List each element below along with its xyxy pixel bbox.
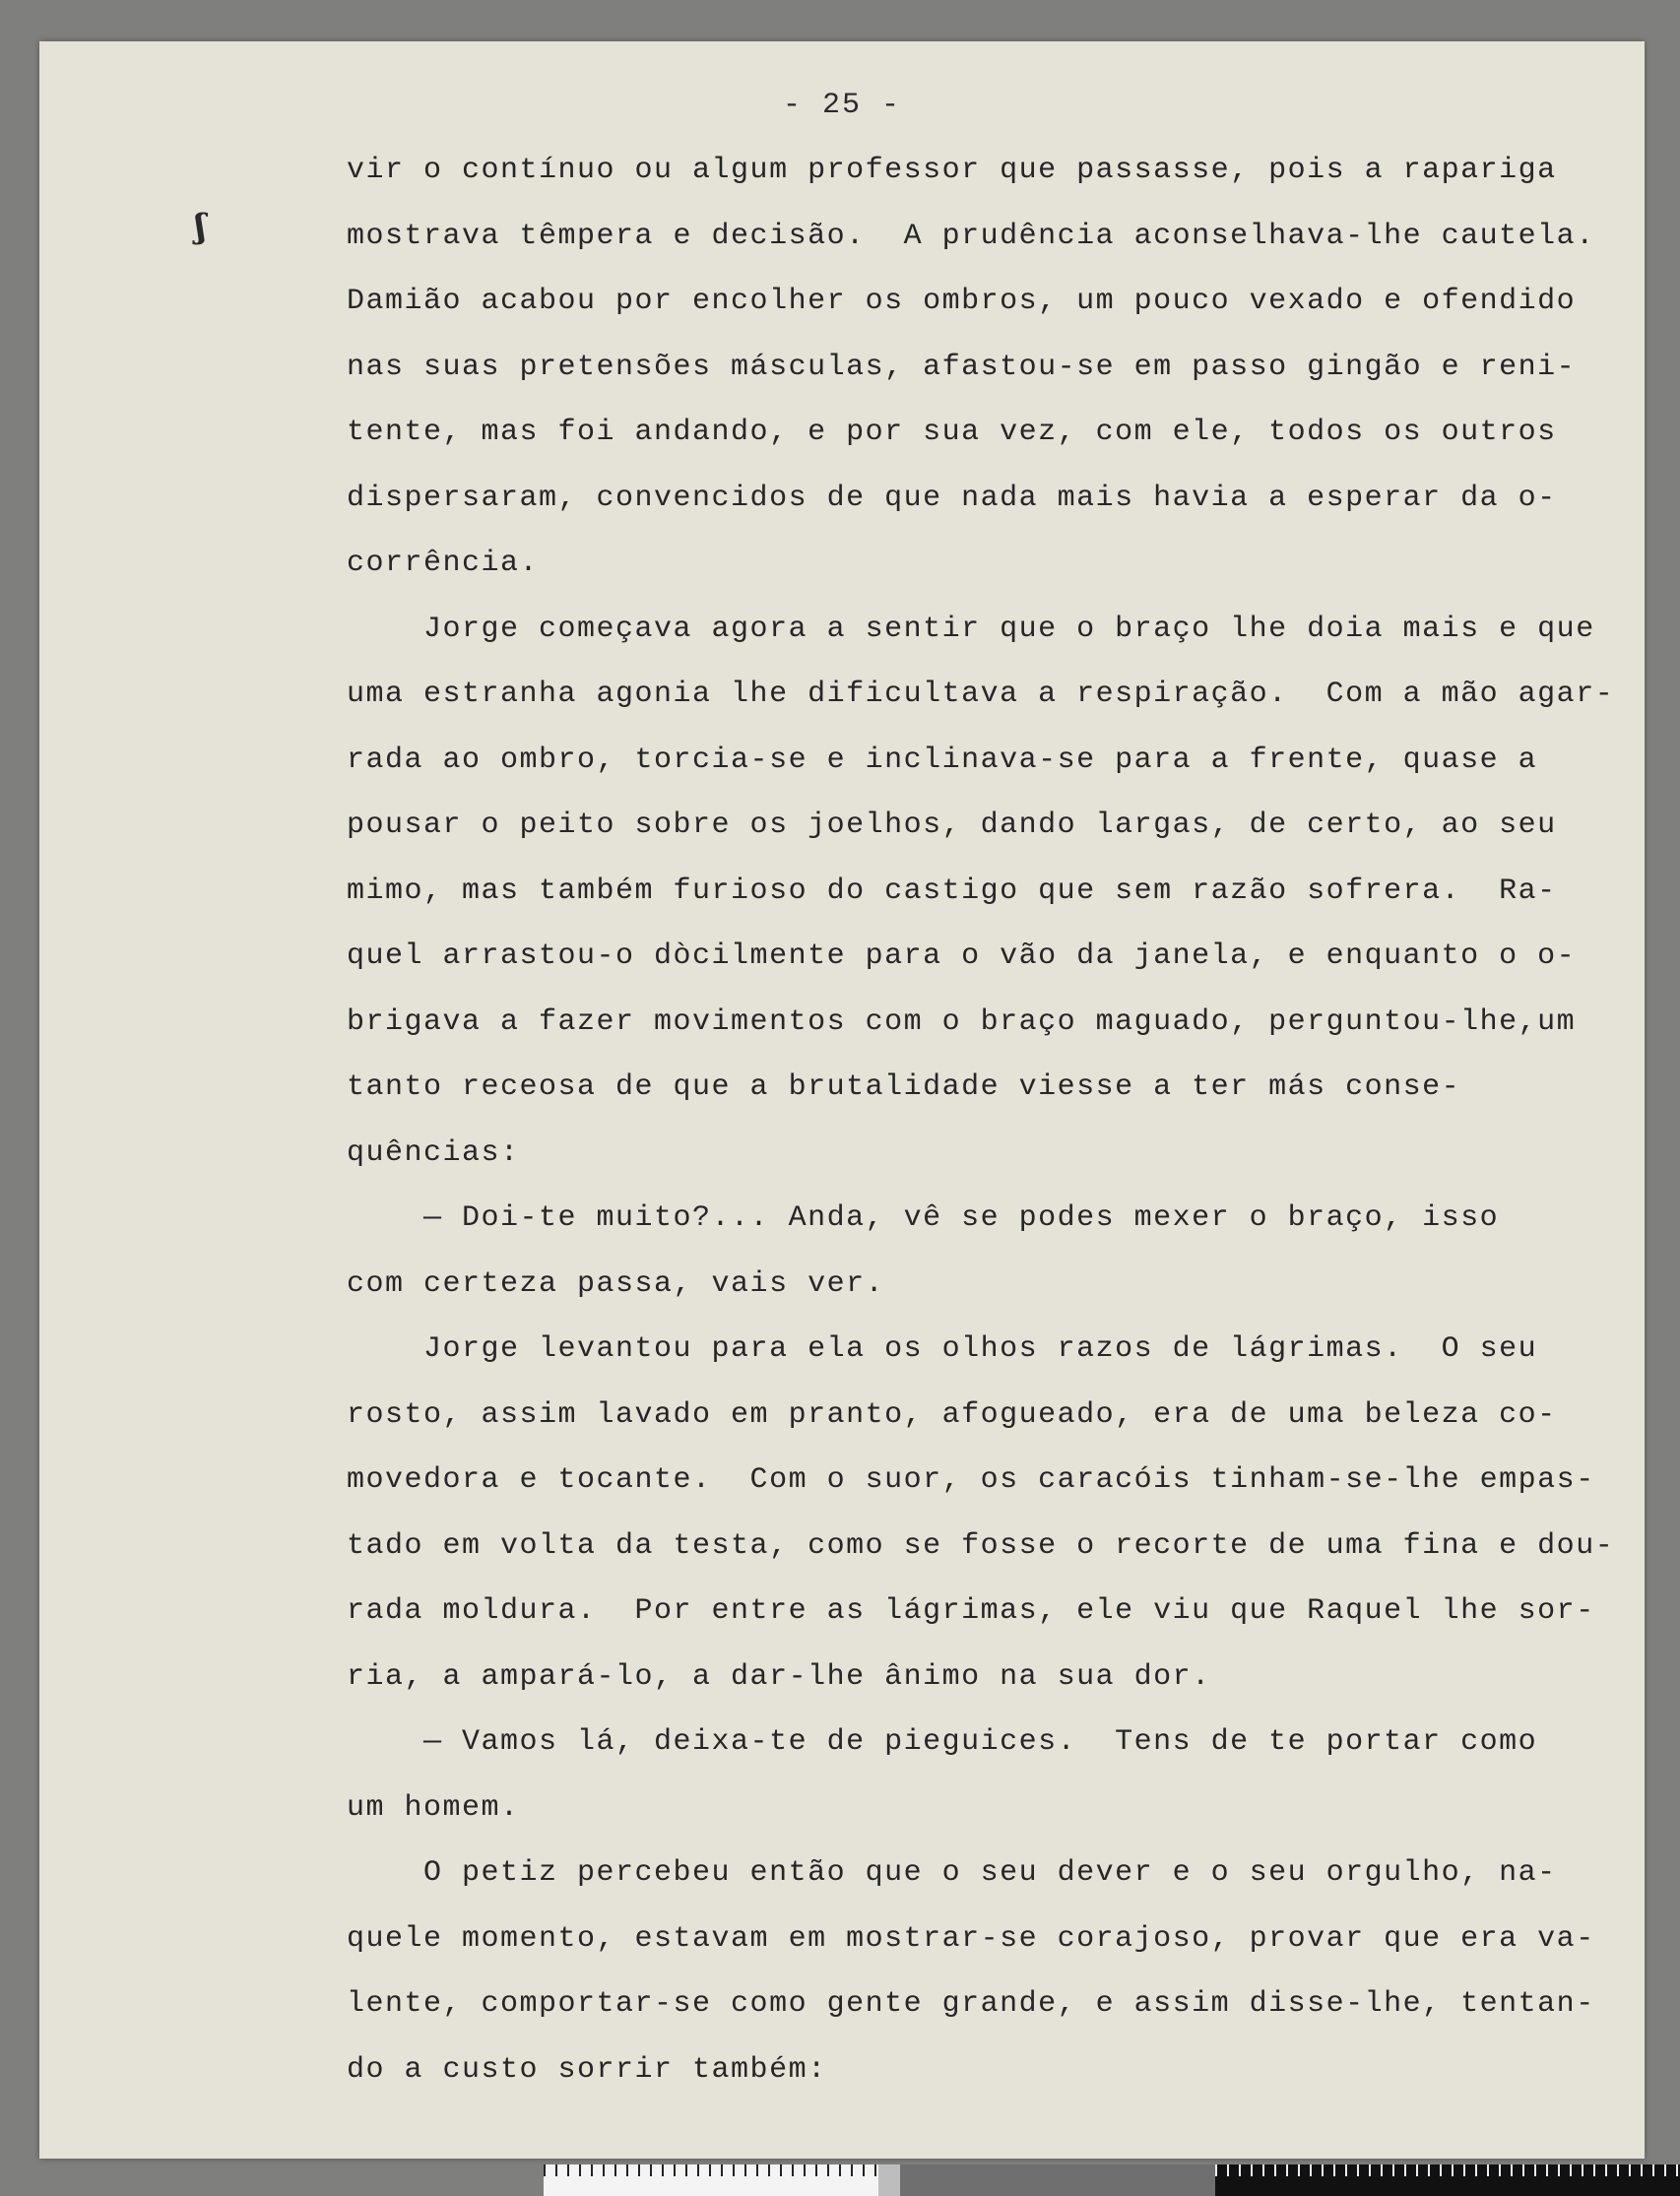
text-line: tanto receosa de que a brutalidade viesse a ter más conse-: [347, 1070, 1461, 1104]
text-line: do a custo sorrir também:: [347, 2052, 827, 2087]
text-line: corrência.: [347, 547, 540, 580]
text-line: Jorge levantou para ela os olhos razos de lágrimas. O seu: [347, 1332, 1538, 1366]
typewritten-page: [39, 41, 1645, 2159]
text-line: — Doi-te muito?... Anda, vê se podes mexer o braço, isso: [347, 1201, 1500, 1235]
text-line: tente, mas foi andando, e por sua vez, com ele, todos os outros: [347, 416, 1557, 449]
text-line: pousar o peito sobre os joelhos, dando largas, de certo, ao seu: [347, 808, 1557, 842]
text-line: um homem.: [347, 1790, 520, 1825]
body-text: [347, 138, 1666, 2102]
text-line: com certeza passa, vais ver.: [347, 1266, 885, 1301]
ruler-gap-segment: [878, 2164, 900, 2196]
text-line: vir o contínuo ou algum professor que passasse, pois a rapariga: [347, 154, 1557, 187]
text-line: nas suas pretensões másculas, afastou-se em passo gingão e reni-: [347, 350, 1577, 384]
page-number: - 25 -: [782, 89, 902, 122]
text-line: — Vamos lá, deixa-te de pieguices. Tens de te portar como: [347, 1725, 1538, 1759]
text-line: movedora e tocante. Com o suor, os caracóis tinham-se-lhe empas-: [347, 1463, 1595, 1497]
text-line: mostrava têmpera e decisão. A prudência aconselhava-lhe cautela.: [347, 219, 1595, 253]
text-line: rada ao ombro, torcia-se e inclinava-se para a frente, quase a: [347, 743, 1538, 777]
text-line: brigava a fazer movimentos com o braço maguado, perguntou-lhe,um: [347, 1004, 1577, 1039]
text-line: rosto, assim lavado em pranto, afogueado, era de uma beleza co-: [347, 1397, 1557, 1432]
text-line: quele momento, estavam em mostrar-se corajoso, provar que era va-: [347, 1921, 1595, 1956]
text-line: lente, comportar-se como gente grande, e assim disse-lhe, tentan-: [347, 1987, 1595, 2021]
text-line: dispersaram, convencidos de que nada mais havia a esperar da o-: [347, 481, 1557, 515]
ruler-black-segment: [1215, 2164, 1680, 2196]
margin-mark: ʃ: [195, 207, 207, 246]
text-line: Damião acabou por encolher os ombros, um pouco vexado e ofendido: [347, 285, 1577, 318]
text-line: mimo, mas também furioso do castigo que sem razão sofrera. Ra-: [347, 873, 1557, 908]
text-line: tado em volta da testa, como se fosse o recorte de uma fina e dou-: [347, 1528, 1615, 1563]
text-line: quel arrastou-o dòcilmente para o vão da janela, e enquanto o o-: [347, 939, 1577, 973]
text-line: O petiz percebeu então que o seu dever e o seu orgulho, na-: [347, 1856, 1557, 1890]
ruler-white-segment: [544, 2164, 878, 2196]
scan-color-ruler: [544, 2164, 1680, 2196]
ruler-gray-segment: [900, 2164, 1215, 2196]
text-line: Jorge começava agora a sentir que o braço lhe doia mais e que: [347, 612, 1595, 646]
text-line: rada moldura. Por entre as lágrimas, ele viu que Raquel lhe sor-: [347, 1594, 1595, 1628]
text-line: quências:: [347, 1135, 520, 1170]
text-line: ria, a ampará-lo, a dar-lhe ânimo na sua dor.: [347, 1659, 1211, 1694]
text-line: uma estranha agonia lhe dificultava a respiração. Com a mão agar-: [347, 678, 1615, 711]
